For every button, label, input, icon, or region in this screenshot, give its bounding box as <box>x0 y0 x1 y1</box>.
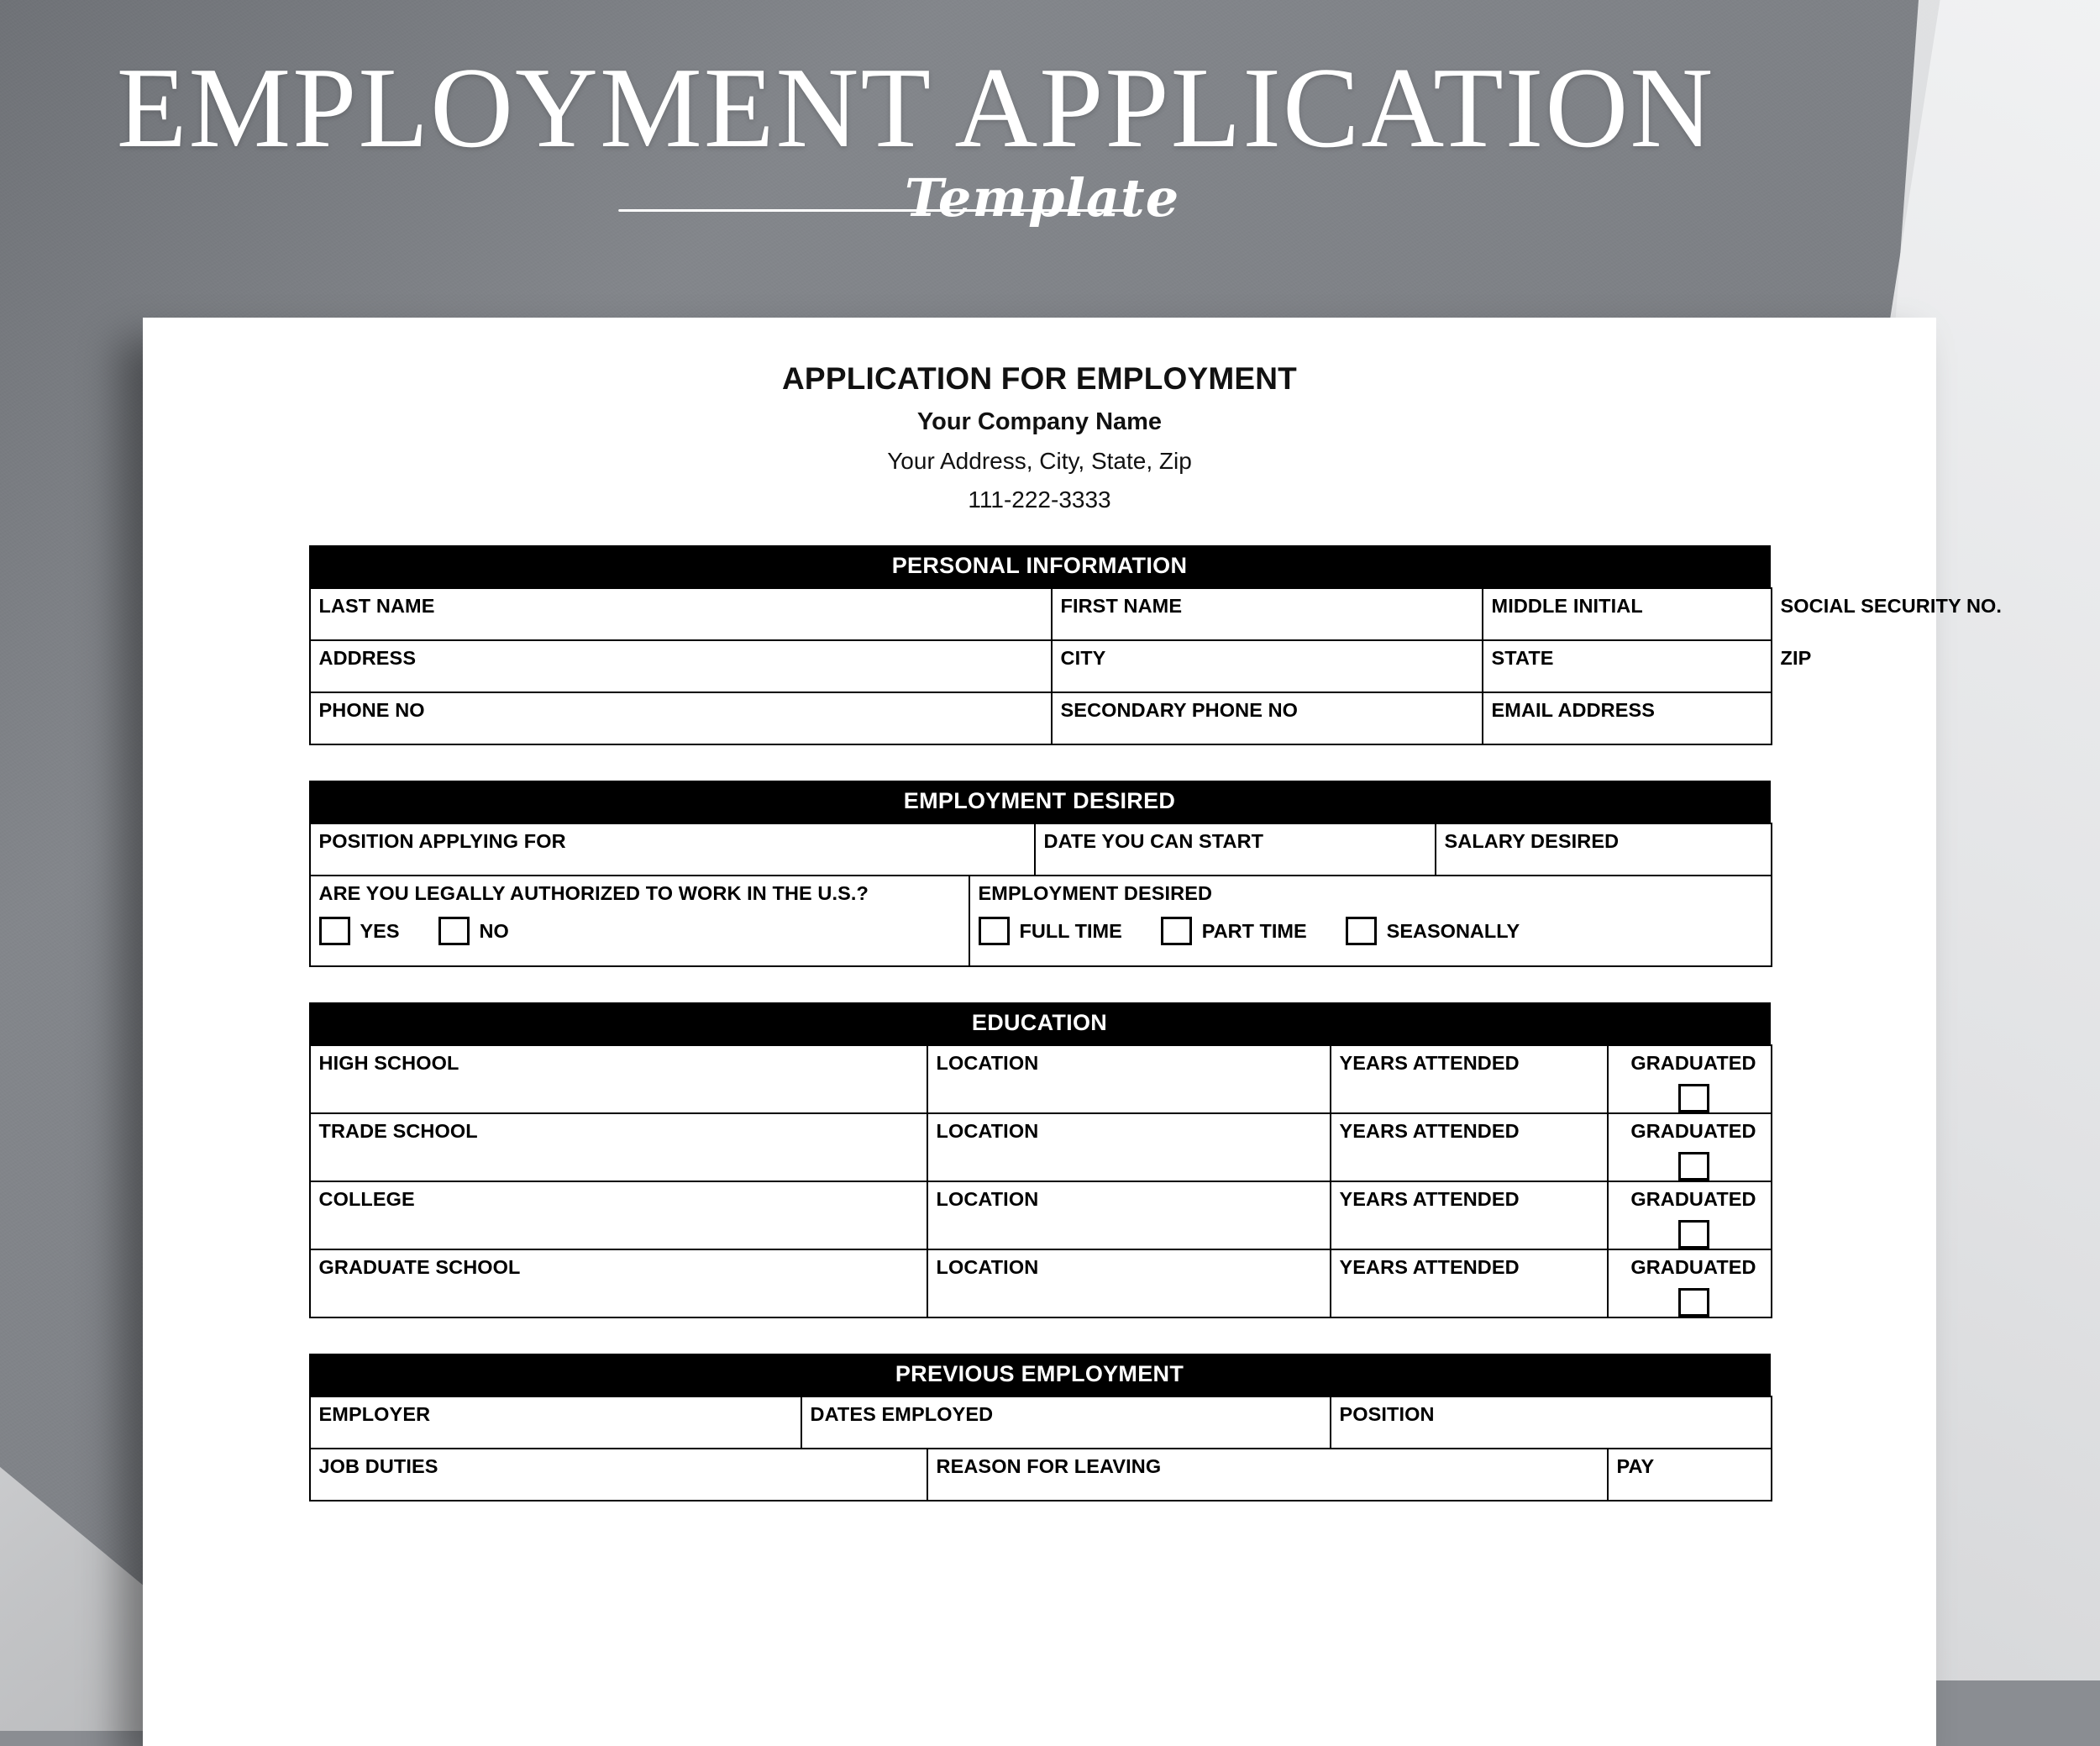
company-name: Your Company Name <box>916 408 1163 435</box>
field-address[interactable] <box>310 640 1052 692</box>
field-college-years[interactable] <box>1331 1181 1608 1249</box>
field-state[interactable] <box>1483 640 1772 692</box>
banner-title: EMPLOYMENT APPLICATION <box>116 44 1715 171</box>
banner-subtitle-wrap <box>0 167 1831 248</box>
field-high-school[interactable] <box>310 1045 927 1113</box>
checkbox-no-icon[interactable] <box>438 917 470 945</box>
table-row <box>310 1249 1772 1317</box>
label-reason-for-leaving: REASON FOR LEAVING <box>936 1455 1162 1477</box>
section-heading-employment-desired: EMPLOYMENT DESIRED <box>309 781 1771 823</box>
field-trade-school-graduated[interactable] <box>1608 1113 1772 1181</box>
option-full-time[interactable] <box>979 917 1122 945</box>
option-seasonally[interactable] <box>1346 917 1520 945</box>
label-full-time: FULL TIME <box>1019 919 1122 942</box>
field-position-applying-for[interactable] <box>310 823 1035 876</box>
table-row <box>310 1113 1772 1181</box>
checkbox-college-graduated-icon[interactable] <box>1678 1220 1709 1249</box>
option-no[interactable] <box>438 917 509 945</box>
section-heading-previous-employment: PREVIOUS EMPLOYMENT <box>309 1354 1771 1396</box>
label-part-time: PART TIME <box>1201 919 1307 942</box>
label-yes: YES <box>360 919 400 942</box>
label-college-graduated: GRADUATED <box>1630 1188 1756 1210</box>
field-reason-for-leaving[interactable] <box>927 1449 1608 1501</box>
table-row <box>310 1045 1772 1113</box>
table-row <box>310 588 1772 640</box>
section-heading-education: EDUCATION <box>309 1002 1771 1044</box>
field-date-you-can-start[interactable] <box>1035 823 1436 876</box>
label-graduate-school: GRADUATE SCHOOL <box>318 1256 521 1278</box>
field-graduate-school[interactable] <box>310 1249 927 1317</box>
checkbox-seasonally-icon[interactable] <box>1346 917 1377 945</box>
company-address: Your Address, City, State, Zip <box>887 448 1192 474</box>
label-trade-school: TRADE SCHOOL <box>318 1120 478 1142</box>
work-authorization-options <box>319 917 969 945</box>
document-header <box>143 318 1936 513</box>
section-heading-personal: PERSONAL INFORMATION <box>309 545 1771 587</box>
education-grid <box>309 1044 1772 1318</box>
checkbox-yes-icon[interactable] <box>319 917 350 945</box>
label-high-school-years: YEARS ATTENDED <box>1339 1052 1520 1074</box>
field-salary-desired[interactable] <box>1436 823 1772 876</box>
label-graduate-school-years: YEARS ATTENDED <box>1339 1256 1520 1278</box>
field-high-school-graduated[interactable] <box>1608 1045 1772 1113</box>
field-city[interactable] <box>1052 640 1483 692</box>
label-dates-employed: DATES EMPLOYED <box>810 1403 994 1425</box>
label-pay: PAY <box>1616 1455 1655 1477</box>
table-row <box>310 1181 1772 1249</box>
label-salary-desired: SALARY DESIRED <box>1444 830 1620 852</box>
label-high-school-graduated: GRADUATED <box>1630 1052 1756 1074</box>
label-work-authorization-question: ARE YOU LEGALLY AUTHORIZED TO WORK IN THE U.S.? <box>318 882 869 904</box>
table-row <box>310 876 1772 966</box>
label-high-school-location: LOCATION <box>936 1052 1039 1074</box>
label-address: ADDRESS <box>318 647 417 669</box>
field-job-duties[interactable] <box>310 1449 927 1501</box>
application-document <box>143 318 2003 1746</box>
field-college[interactable] <box>310 1181 927 1249</box>
label-state: STATE <box>1491 647 1554 669</box>
table-row <box>310 823 1772 876</box>
field-pay[interactable] <box>1608 1449 1772 1501</box>
banner-script-text: Template <box>904 167 1180 229</box>
checkbox-part-time-icon[interactable] <box>1161 917 1192 945</box>
label-employment-desired-type: EMPLOYMENT DESIRED <box>978 882 1213 904</box>
label-zip: ZIP <box>1780 647 1812 669</box>
field-high-school-location[interactable] <box>927 1045 1331 1113</box>
label-position: POSITION <box>1339 1403 1435 1425</box>
field-phone-no[interactable] <box>310 692 1052 744</box>
previous-employment-grid <box>309 1396 1772 1501</box>
field-last-name[interactable] <box>310 588 1052 640</box>
section-personal-information <box>309 545 2003 745</box>
banner-header <box>0 44 1831 248</box>
label-no: NO <box>479 919 509 942</box>
label-first-name: FIRST NAME <box>1060 595 1183 617</box>
label-trade-school-years: YEARS ATTENDED <box>1339 1120 1520 1142</box>
section-previous-employment <box>309 1354 1771 1501</box>
table-row <box>310 1449 1772 1501</box>
field-trade-school-location[interactable] <box>927 1113 1331 1181</box>
field-work-authorization <box>310 876 969 966</box>
label-college: COLLEGE <box>318 1188 415 1210</box>
checkbox-full-time-icon[interactable] <box>979 917 1010 945</box>
field-college-graduated[interactable] <box>1608 1181 1772 1249</box>
field-first-name[interactable] <box>1052 588 1483 640</box>
field-position[interactable] <box>1331 1396 1772 1449</box>
label-last-name: LAST NAME <box>318 595 435 617</box>
label-middle-initial: MIDDLE INITIAL <box>1491 595 1643 617</box>
checkbox-trade-school-graduated-icon[interactable] <box>1678 1152 1709 1181</box>
field-high-school-years[interactable] <box>1331 1045 1608 1113</box>
section-employment-desired <box>309 781 1771 967</box>
label-secondary-phone-no: SECONDARY PHONE NO <box>1060 699 1299 721</box>
table-row <box>310 640 1772 692</box>
checkbox-graduate-school-graduated-icon[interactable] <box>1678 1288 1709 1317</box>
field-trade-school-years[interactable] <box>1331 1113 1608 1181</box>
option-part-time[interactable] <box>1161 917 1307 945</box>
label-college-years: YEARS ATTENDED <box>1339 1188 1520 1210</box>
field-middle-initial[interactable] <box>1483 588 1772 640</box>
table-row <box>310 1396 1772 1449</box>
label-email-address: EMAIL ADDRESS <box>1491 699 1656 721</box>
label-city: CITY <box>1060 647 1106 669</box>
label-trade-school-location: LOCATION <box>936 1120 1039 1142</box>
label-position-applying-for: POSITION APPLYING FOR <box>318 830 566 852</box>
label-seasonally: SEASONALLY <box>1386 919 1520 942</box>
label-graduate-school-location: LOCATION <box>936 1256 1039 1278</box>
company-phone: 111-222-3333 <box>968 486 1111 513</box>
personal-information-grid <box>309 587 2003 745</box>
label-social-security-no: SOCIAL SECURITY NO. <box>1780 595 2003 617</box>
field-email-address[interactable] <box>1483 692 1772 744</box>
field-college-location[interactable] <box>927 1181 1331 1249</box>
checkbox-high-school-graduated-icon[interactable] <box>1678 1084 1709 1112</box>
section-education <box>309 1002 1771 1318</box>
table-row <box>310 692 1772 744</box>
field-employment-type <box>969 876 1772 966</box>
employment-desired-grid <box>309 823 1772 967</box>
label-phone-no: PHONE NO <box>318 699 425 721</box>
field-trade-school[interactable] <box>310 1113 927 1181</box>
label-employer: EMPLOYER <box>318 1403 431 1425</box>
label-graduate-school-graduated: GRADUATED <box>1630 1256 1756 1278</box>
option-yes[interactable] <box>319 917 400 945</box>
field-graduate-school-years[interactable] <box>1331 1249 1608 1317</box>
field-graduate-school-graduated[interactable] <box>1608 1249 1772 1317</box>
field-dates-employed[interactable] <box>801 1396 1331 1449</box>
employment-type-options <box>979 917 1771 945</box>
document-title: APPLICATION FOR EMPLOYMENT <box>782 361 1297 396</box>
field-employer[interactable] <box>310 1396 801 1449</box>
field-secondary-phone-no[interactable] <box>1052 692 1483 744</box>
label-trade-school-graduated: GRADUATED <box>1630 1120 1756 1142</box>
label-college-location: LOCATION <box>936 1188 1039 1210</box>
field-graduate-school-location[interactable] <box>927 1249 1331 1317</box>
label-job-duties: JOB DUTIES <box>318 1455 438 1477</box>
label-high-school: HIGH SCHOOL <box>318 1052 459 1074</box>
label-date-you-can-start: DATE YOU CAN START <box>1043 830 1264 852</box>
